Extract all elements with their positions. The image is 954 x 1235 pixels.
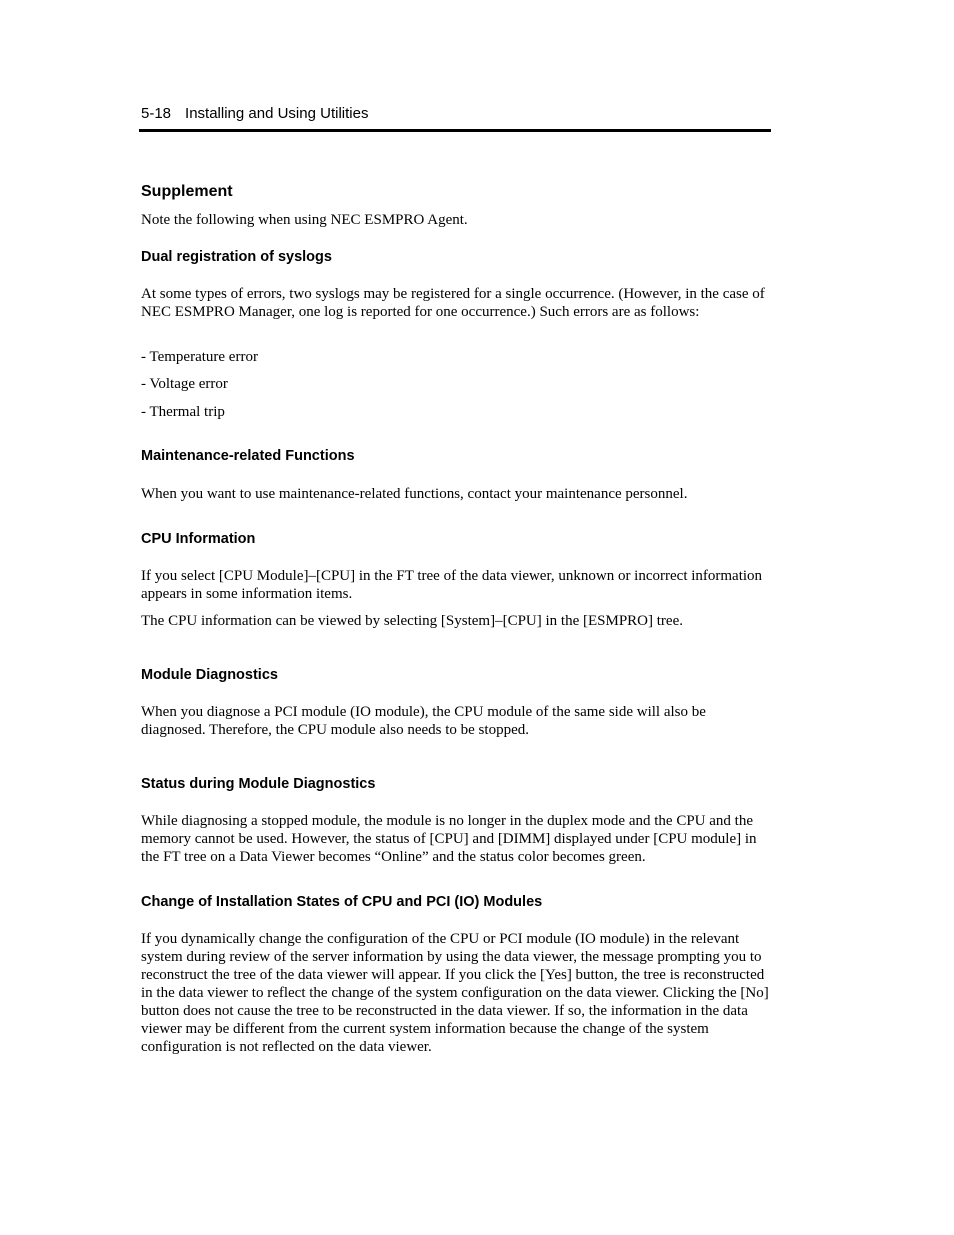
section-title-supplement: Supplement: [141, 183, 233, 200]
supplement-intro: Note the following when using NEC ESMPRO Agent.: [141, 212, 468, 228]
heading-cpu-information: CPU Information: [141, 531, 256, 547]
list-item: - Temperature error: [141, 349, 258, 365]
cpu-information-body-2: The CPU information can be viewed by selecting [System]–[CPU] in the [ESMPRO] tree.: [141, 613, 683, 629]
header-rule: [139, 129, 771, 132]
heading-status-diagnostics: Status during Module Diagnostics: [141, 776, 376, 792]
list-item: - Voltage error: [141, 376, 228, 392]
maintenance-body: When you want to use maintenance-related functions, contact your maintenance personnel.: [141, 486, 688, 502]
page-header: [141, 105, 771, 122]
heading-module-diagnostics: Module Diagnostics: [141, 667, 278, 683]
heading-maintenance: Maintenance-related Functions: [141, 448, 355, 464]
cpu-information-body-1: If you select [CPU Module]–[CPU] in the FT tree of the data viewer, unknown or incorrect information appears in some information items.: [141, 568, 763, 602]
heading-dual-registration: Dual registration of syslogs: [141, 249, 332, 265]
page-number: 5-18: [141, 105, 172, 122]
dual-registration-body: At some types of errors, two syslogs may be registered for a single occurrence. (However, in the case of NEC ESMPRO Manager, one log is reported for one occurrence.) Such errors are as follows:: [141, 286, 765, 320]
chapter-title: Installing and Using Utilities: [185, 105, 369, 122]
installation-change-body: If you dynamically change the configuration of the CPU or PCI module (IO module) in the relevant system during review of the server information by using the data viewer, the message prompting you to reconstruct the tree of the data viewer will appear. If you click the [Yes] button, the tree is reconstructed in the data viewer to reflect the change of the system configuration on the data viewer. Clicking the [No] button does not cause the tree to be reconstructed in the data viewer. If so, the information in the data viewer may be different from the current system information because the change of the system configuration is not reflected on the data viewer.: [141, 931, 769, 1055]
status-diagnostics-body: While diagnosing a stopped module, the module is no longer in the duplex mode and the CPU and the memory cannot be used. However, the status of [CPU] and [DIMM] displayed under [CPU module] in the FT tree on a Data Viewer becomes “Online” and the status color becomes green.: [141, 813, 757, 865]
heading-installation-change: Change of Installation States of CPU and PCI (IO) Modules: [141, 894, 543, 910]
list-item: - Thermal trip: [141, 404, 225, 420]
module-diagnostics-body: When you diagnose a PCI module (IO module), the CPU module of the same side will also be diagnosed. Therefore, the CPU module also needs to be stopped.: [141, 704, 706, 738]
